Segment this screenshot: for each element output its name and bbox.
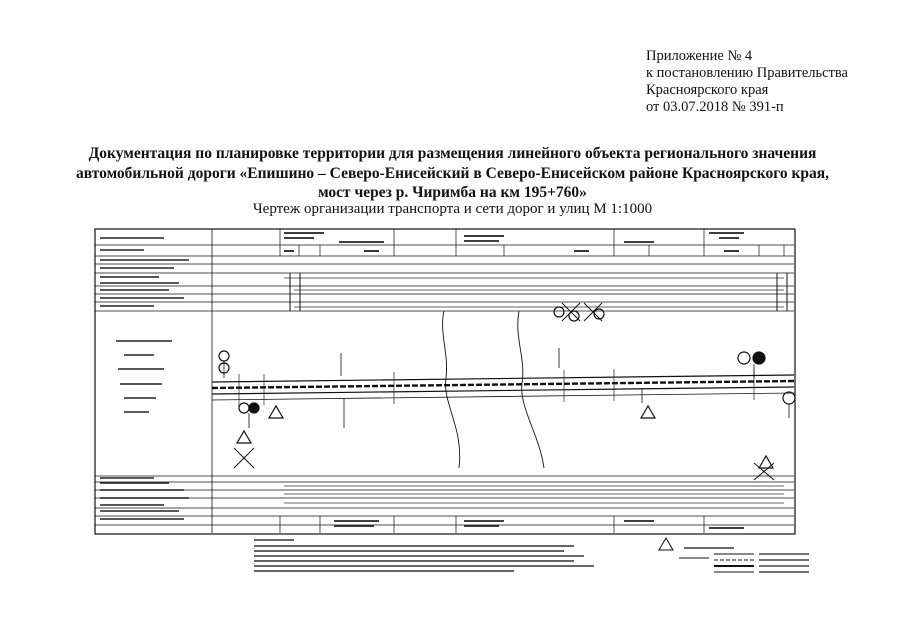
approval-block [646, 48, 848, 116]
approval-line-appendix: Приложение № 4 [646, 48, 753, 64]
sign-cross-marks [234, 303, 774, 480]
bottom-table-lines [284, 486, 784, 503]
drawing-frame [95, 229, 795, 534]
drawing-subtitle: Чертеж организации транспорта и сети дорог и улиц М 1:1000 [252, 201, 653, 217]
legend [659, 538, 809, 572]
document-title [60, 144, 845, 203]
bottom-table-rows [95, 476, 794, 525]
top-table-lines [284, 278, 784, 307]
river-banks [443, 311, 544, 468]
approval-line-date: от 03.07.2018 № 391-п [646, 99, 784, 115]
title-line-2: автомобильной дороги «Епишино – Северо-Енисейский в Северо-Енисейском районе Красноярского края, [75, 164, 830, 182]
road-plan-drawing [94, 228, 814, 578]
title-line-1: Документация по планировке территории для размещения линейного объекта регионального значения [88, 145, 817, 162]
approval-line-region: Красноярского края [646, 82, 769, 98]
title-line-3: мост через р. Чиримба на км 195+760» [318, 184, 587, 201]
notes-text-marks [254, 540, 594, 571]
top-table-markers [290, 273, 787, 311]
bottom-table-text-marks [334, 521, 744, 528]
header-text-marks [100, 238, 189, 519]
road-carriageway [212, 375, 794, 400]
approval-line-resolution: к постановлению Правительства [646, 65, 848, 81]
top-table-text-marks [284, 233, 744, 251]
bottom-table-cells [280, 516, 704, 533]
